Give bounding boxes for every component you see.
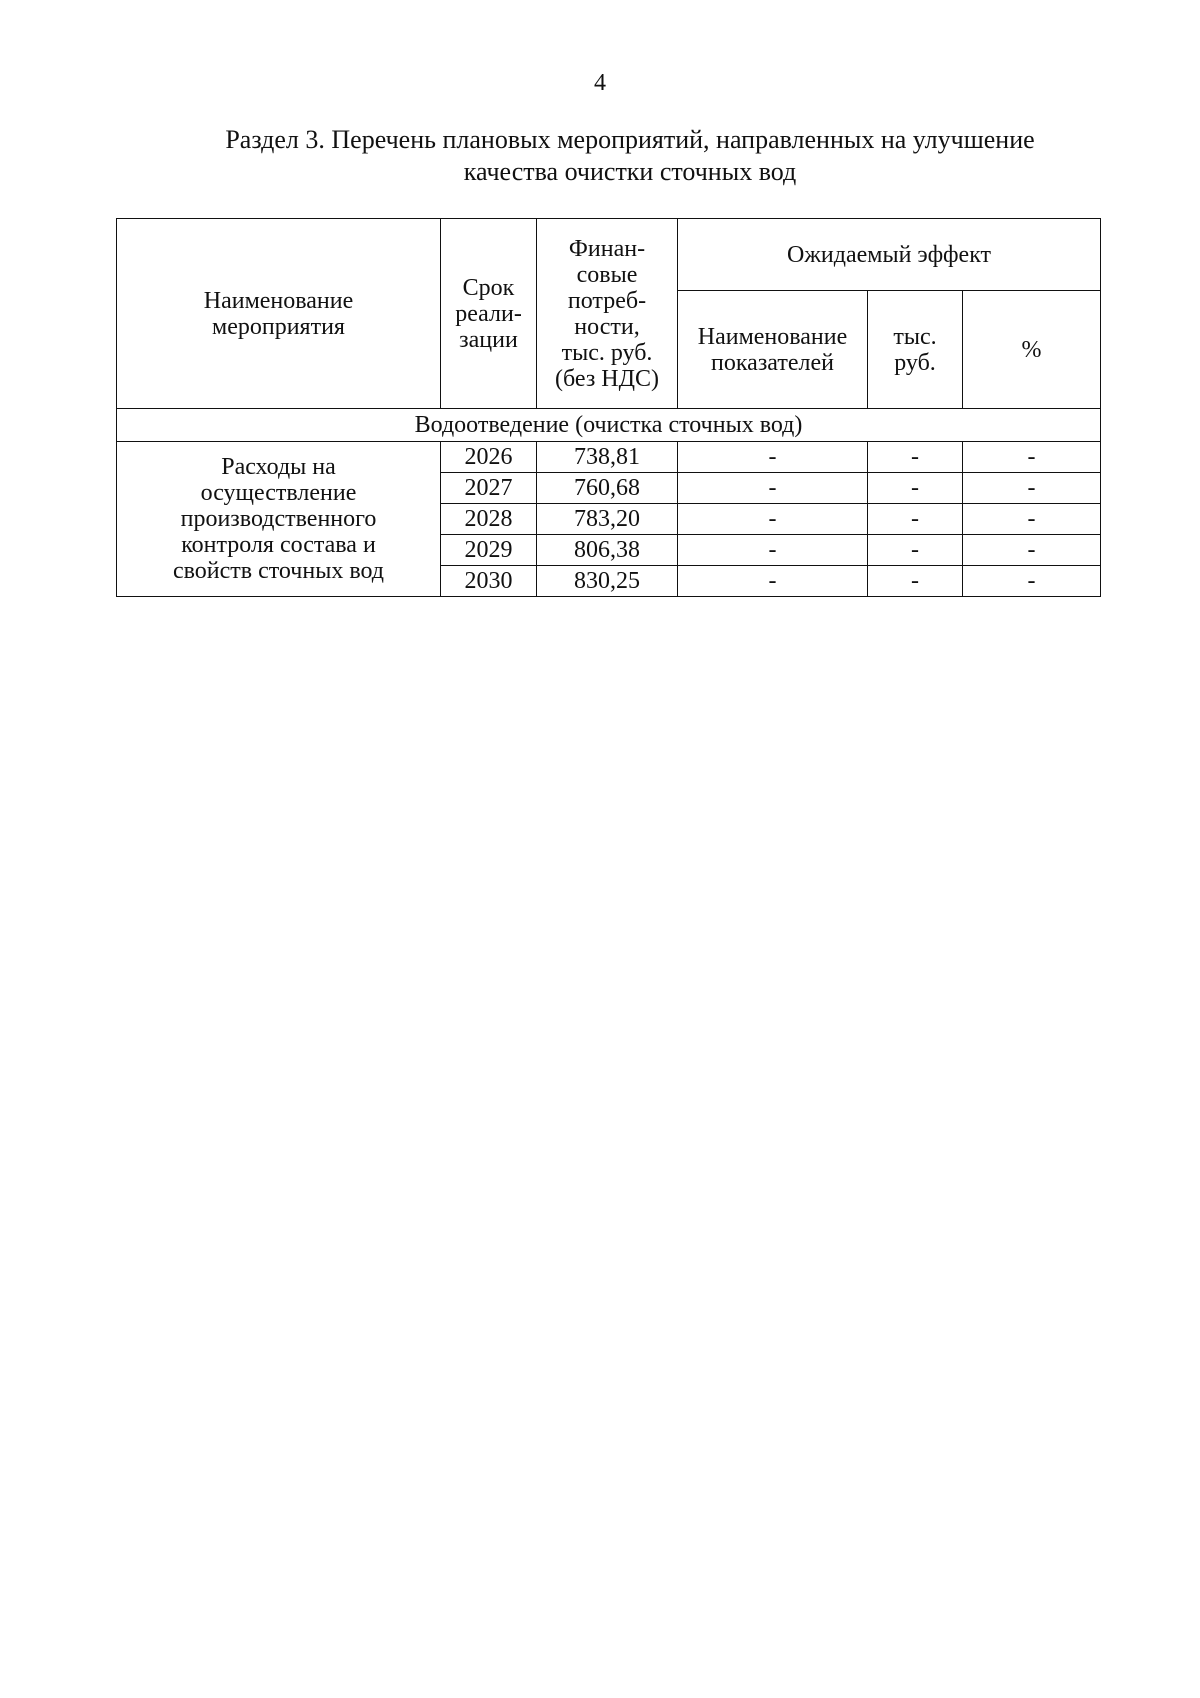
page-number: 4 [594,70,606,96]
amount-cell: 738,81 [537,442,678,473]
year-cell: 2027 [441,473,537,504]
header-finance: Финан- совые потреб- ности, тыс. руб. (без НДС) [537,219,678,409]
percent-cell: - [963,535,1101,566]
thousand-rub-cell: - [868,442,963,473]
header-percent: % [963,291,1101,409]
header-measure-name: Наименование мероприятия [117,219,441,409]
group-label: Водоотведение (очистка сточных вод) [117,409,1101,442]
header-row-top [117,219,1101,291]
section-title [180,124,1080,188]
thousand-rub-cell: - [868,566,963,597]
indicator-cell: - [678,473,868,504]
indicator-cell: - [678,535,868,566]
header-expected-effect: Ожидаемый эффект [678,219,1101,291]
thousand-rub-cell: - [868,504,963,535]
year-cell: 2030 [441,566,537,597]
indicator-cell: - [678,442,868,473]
amount-cell: 830,25 [537,566,678,597]
header-indicators: Наименование показателей [678,291,868,409]
indicator-cell: - [678,566,868,597]
section-title-line-1: Раздел 3. Перечень плановых мероприятий, направленных на улучшение [225,125,1035,154]
year-cell: 2026 [441,442,537,473]
thousand-rub-cell: - [868,535,963,566]
amount-cell: 783,20 [537,504,678,535]
indicator-cell: - [678,504,868,535]
percent-cell: - [963,473,1101,504]
year-cell: 2029 [441,535,537,566]
percent-cell: - [963,442,1101,473]
amount-cell: 806,38 [537,535,678,566]
header-term: Срок реали- зации [441,219,537,409]
group-row [117,409,1101,442]
header-thousand-rub: тыс. руб. [868,291,963,409]
percent-cell: - [963,504,1101,535]
percent-cell: - [963,566,1101,597]
section-title-line-2: качества очистки сточных вод [463,157,797,186]
amount-cell: 760,68 [537,473,678,504]
thousand-rub-cell: - [868,473,963,504]
table-row [117,442,1101,473]
measure-name-cell: Расходы на осуществление производственного контроля состава и свойств сточных вод [117,442,441,597]
year-cell: 2028 [441,504,537,535]
planned-measures-table [116,218,1101,597]
